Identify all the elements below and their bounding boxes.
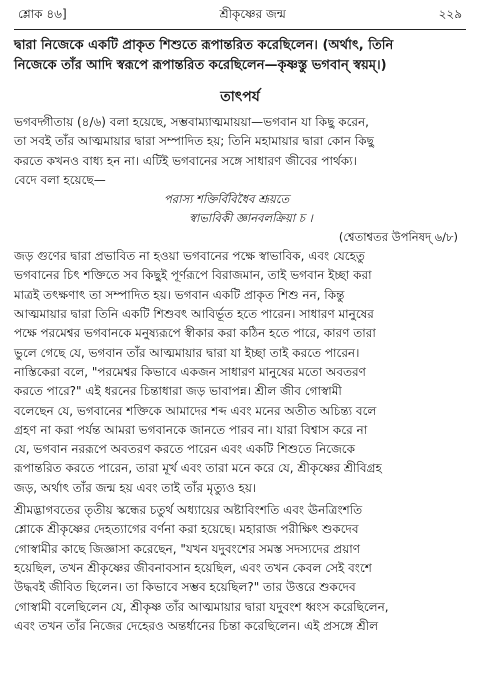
text-line: জড় গুণের দ্বারা প্রভাবিত না হওয়া ভগবানের পক্ষে স্বাভাবিক, এবং যেহেতু <box>14 249 365 264</box>
purport-paragraph-3 <box>14 501 466 636</box>
purport-paragraph-1 <box>14 113 466 190</box>
text-line: পক্ষে পরমেশ্বর ভগবানকে মনুষ্যরূপে স্বীকার করা কঠিন হতে পারে, কারণ তারা <box>14 326 376 341</box>
text-line: ভগবানের চিৎ শক্তিতে সব কিছুই পূর্ণরূপে বিরাজমান, তাই ভগবান ইচ্ছা করা <box>14 268 372 283</box>
text-line: বলেছেন যে, ভগবানের শক্তিকে আমাদের শব্দ এবং মনের অতীত অচিন্ত্য বলে <box>14 403 377 418</box>
quote-line: স্বাভাবিকী জ্ঞানবলক্রিয়া চ । <box>189 211 313 226</box>
verse-reference: শ্লোক ৪৬] <box>18 7 67 21</box>
text-line: শ্রীমদ্ভাগবতের তৃতীয় স্কন্ধের চতুর্থ অধ্যায়ের অষ্টাবিংশতি এবং ঊনত্রিংশতি <box>14 503 363 518</box>
text-line: আত্মমায়ার দ্বারা তিনি একটি শিশুবৎ আবির্ভূত হতে পারেন। সাধারণ মানুষের <box>14 307 374 322</box>
text-line: করতে কখনও বাধ্য হন না। এটিই ভগবানের সঙ্গে সাধারণ জীবের পার্থক্য। <box>14 153 357 168</box>
verse-translation <box>14 36 466 76</box>
book-page <box>14 8 466 636</box>
purport-heading: তাৎপর্য <box>220 89 260 105</box>
quote-line: পরাস্য শক্তির্বিবিধৈব শ্রূয়তে <box>164 192 290 207</box>
running-header <box>14 8 466 26</box>
text-line: নাস্তিকেরা বলে, "পরমেশ্বর কিভাবে একজন সাধারণ মানুষের মতো অবতরণ <box>14 364 366 379</box>
header-divider <box>14 29 466 30</box>
text-line: গোস্বামী বলেছিলেন যে, শ্রীকৃষ্ণ তাঁর আত্মমায়ার দ্বারা যদুবংশ ধ্বংস করেছিলেন, <box>14 599 389 614</box>
text-line: গোস্বামীর কাছে জিজ্ঞাসা করেছেন, "যখন যদুবংশের সমস্ত সদস্যদের প্রয়াণ <box>14 541 361 556</box>
text-line: জড়, অর্থাৎ তাঁর জন্ম হয় এবং তাই তাঁর মৃত্যুও হয়। <box>14 480 257 495</box>
text-line: শ্লোকে শ্রীকৃষ্ণের দেহত্যাগের বর্ণনা করা হয়েছে। মহারাজ পরীক্ষিৎ শুকদেব <box>14 522 359 537</box>
text-line: মাত্রই তৎক্ষণাৎ তা সম্পাদিত হয়। ভগবান একটি প্রাকৃত শিশু নন, কিন্তু <box>14 287 345 302</box>
quote-source: (শ্বেতাশ্বতর উপনিষদ্ ৬/৮) <box>338 230 458 245</box>
page-number: ২২৯ <box>438 7 462 21</box>
text-line: গ্রহণ না করা পর্যন্ত আমরা ভগবানকে জানতে পারব না। যারা বিশ্বাস করে না <box>14 422 368 437</box>
text-line: রূপান্তরিত করতে পারেন, তারা মূর্খ এবং তারা মনে করে যে, শ্রীকৃষ্ণের শ্রীবিগ্রহ <box>14 461 382 476</box>
text-line: এবং তখন তাঁর নিজের দেহেরও অন্তর্ধানের চিন্তা করেছিলেন। এই প্রসঙ্গে শ্রীল <box>14 618 379 633</box>
text-line: ভগবদ্গীতায় (৪/৬) বলা হয়েছে, সম্ভবাম্যাত্মমায়য়া—ভগবান যা কিছু করেন, <box>14 115 369 129</box>
text-line: হয়েছিল, তখন শ্রীকৃষ্ণের জীবনাবসান হয়েছিল, এবং তখন কেবল সেই বংশে <box>14 560 372 575</box>
purport-paragraph-2 <box>14 247 466 498</box>
text-line: তা সবই তাঁর আত্মমায়ার দ্বারা সম্পাদিত হয়; তিনি মহামায়ার দ্বারা কোন কিছু <box>14 134 374 149</box>
verse-line: নিজেকে তাঁর আদি স্বরূপে রূপান্তরিত করেছিলেন—কৃষ্ণস্তু ভগবান্ স্বয়ম্।) <box>14 58 387 73</box>
text-line: ভুলে গেছে যে, ভগবান তাঁর আত্মমায়ার দ্বারা যা ইচ্ছা তাই করতে পারেন। <box>14 345 360 360</box>
text-line: উদ্ধবই জীবিত ছিলেন। তা কিভাবে সম্ভব হয়েছিল?" তার উত্তরে শুকদেব <box>14 580 356 595</box>
chapter-title: শ্রীকৃষ্ণের জন্ম <box>219 7 286 21</box>
verse-line: দ্বারা নিজেকে একটি প্রাকৃত শিশুতে রূপান্তরিত করেছিলেন। (অর্থাৎ, তিনি <box>14 38 394 53</box>
text-line: করতে পারে?" এই ধরনের চিন্তাধারা জড় ভাবাপন্ন। শ্রীল জীব গোস্বামী <box>14 384 342 399</box>
scripture-quote <box>14 190 466 247</box>
text-line: বেদে বলা হয়েছে— <box>14 172 106 187</box>
text-line: যে, ভগবান নররূপে অবতরণ করতে পারেন এবং একটি শিশুতে নিজেকে <box>14 442 356 457</box>
